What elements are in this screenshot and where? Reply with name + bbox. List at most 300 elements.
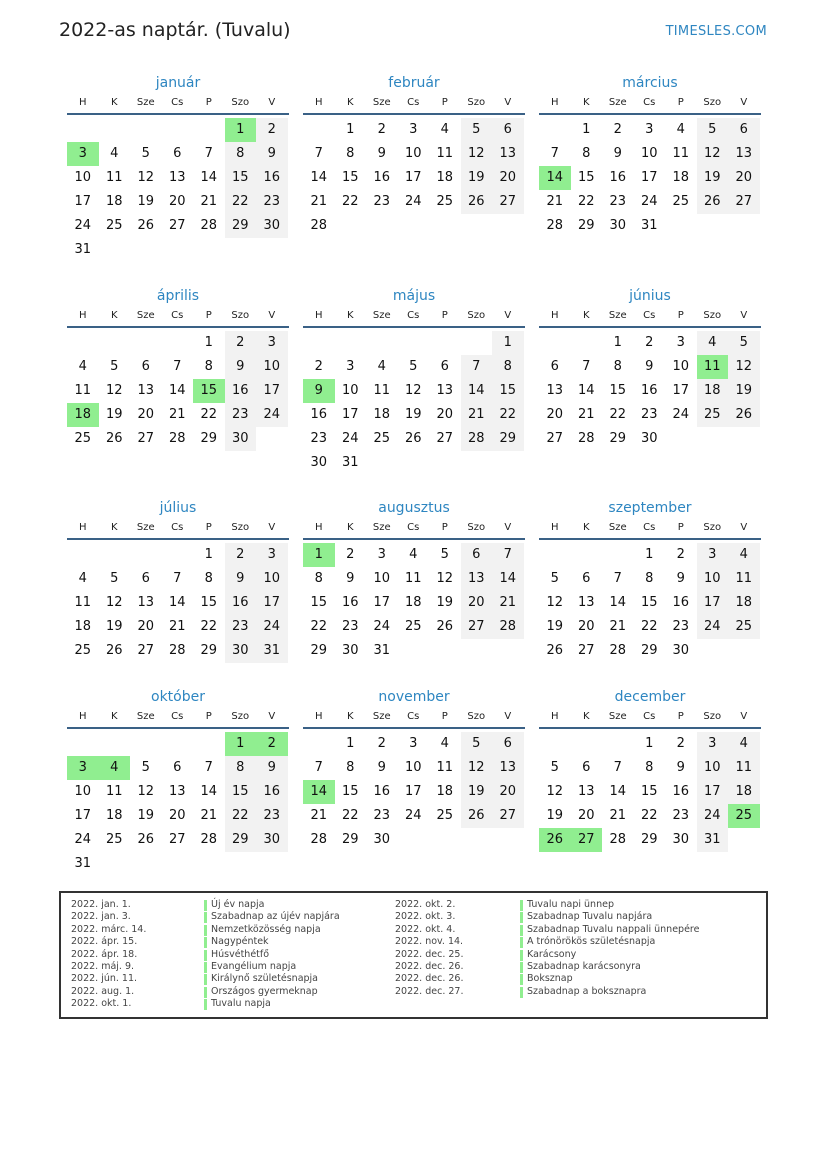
day-cell: 16: [256, 166, 288, 190]
day-cell: 20: [728, 166, 760, 190]
holiday-entry: [395, 911, 755, 923]
holiday-column-left: [71, 899, 391, 1011]
day-cell: 14: [310, 170, 328, 185]
weekday-label: V: [740, 310, 748, 321]
day-cell: 9: [256, 142, 288, 166]
day-cell: 8: [204, 571, 213, 586]
day-cell: 3: [697, 543, 729, 567]
day-cell: 19: [546, 808, 564, 823]
weekday-label: Sze: [608, 310, 627, 321]
day-cell: 4: [377, 359, 386, 374]
day-cell: 5: [461, 118, 493, 142]
day-cell: 30: [225, 427, 257, 451]
empty-day-cell: [539, 331, 571, 355]
weekday-label: V: [740, 97, 748, 108]
week-row: [67, 190, 289, 214]
empty-day-cell: [130, 543, 162, 567]
weekday-label: H: [314, 711, 323, 722]
day-cell: 30: [672, 643, 690, 658]
day-cell: 9: [645, 359, 654, 374]
weekday-label: Sze: [372, 310, 391, 321]
holiday-name: Boksznap: [527, 973, 573, 985]
day-cell: 19: [546, 619, 564, 634]
week-row: [539, 190, 761, 214]
empty-day-cell: [492, 214, 524, 238]
week-row: [67, 756, 289, 780]
day-cell: 27: [461, 615, 493, 639]
month-name: augusztus: [378, 500, 450, 516]
day-cell: 9: [377, 760, 386, 775]
weekday-label: Sze: [136, 97, 155, 108]
day-cell: 5: [141, 146, 150, 161]
day-cell: 14: [609, 784, 627, 799]
day-cell: 29: [225, 214, 257, 238]
day-cell: 23: [341, 619, 359, 634]
day-cell: 16: [672, 784, 690, 799]
day-cell: 11: [404, 571, 422, 586]
day-cell: 3: [409, 122, 418, 137]
day-cell: 9: [225, 567, 257, 591]
empty-day-cell: [665, 427, 697, 451]
day-cell: 1: [645, 547, 654, 562]
day-cell: 21: [310, 808, 328, 823]
day-cell: 2: [676, 547, 685, 562]
day-cell: 6: [141, 359, 150, 374]
day-cell: 28: [200, 218, 218, 233]
week-row: [303, 543, 525, 567]
day-cell: 24: [74, 832, 92, 847]
day-cell: 5: [550, 760, 559, 775]
holiday-day-cell: 15: [193, 379, 225, 403]
month-name: január: [155, 75, 201, 91]
day-cell: 28: [461, 427, 493, 451]
day-cell: 9: [256, 756, 288, 780]
day-cell: 3: [256, 331, 288, 355]
day-cell: 11: [436, 760, 454, 775]
month-name: július: [159, 500, 197, 516]
day-cell: 7: [492, 543, 524, 567]
day-cell: 9: [676, 571, 685, 586]
day-cell: 7: [613, 760, 622, 775]
day-cell: 28: [310, 218, 328, 233]
day-cell: 28: [168, 643, 186, 658]
day-cell: 1: [645, 736, 654, 751]
weekday-label: K: [110, 711, 118, 722]
holiday-entry: [71, 986, 391, 998]
day-cell: 16: [609, 170, 627, 185]
day-cell: 12: [728, 355, 760, 379]
day-cell: 6: [728, 118, 760, 142]
day-cell: 29: [492, 427, 524, 451]
day-cell: 1: [492, 331, 524, 355]
empty-day-cell: [398, 451, 430, 475]
holiday-entry: [71, 949, 391, 961]
week-row: [67, 214, 289, 238]
day-cell: 13: [577, 784, 595, 799]
week-row: [539, 591, 761, 615]
day-cell: 13: [137, 383, 155, 398]
weekday-label: V: [740, 522, 748, 533]
weekday-header: [539, 96, 761, 115]
day-cell: 7: [173, 571, 182, 586]
day-cell: 29: [225, 828, 257, 852]
day-cell: 20: [546, 407, 564, 422]
weekday-label: K: [110, 310, 118, 321]
day-cell: 12: [105, 595, 123, 610]
day-cell: 29: [341, 832, 359, 847]
holiday-date: 2022. dec. 27.: [395, 985, 464, 997]
day-cell: 6: [492, 118, 524, 142]
empty-day-cell: [130, 238, 162, 262]
week-row: [539, 403, 761, 427]
week-row: [67, 639, 289, 663]
day-cell: 12: [436, 571, 454, 586]
empty-day-cell: [130, 732, 162, 756]
holiday-day-cell: 11: [697, 355, 729, 379]
month-12: [539, 687, 761, 852]
day-cell: 20: [577, 619, 595, 634]
week-row: [539, 118, 761, 142]
day-cell: 11: [105, 170, 123, 185]
day-cell: 27: [577, 643, 595, 658]
day-cell: 2: [676, 736, 685, 751]
day-cell: 22: [640, 619, 658, 634]
holiday-name: Húsvéthétfő: [211, 948, 270, 960]
day-cell: 15: [225, 780, 257, 804]
empty-day-cell: [461, 331, 493, 355]
day-cell: 29: [577, 218, 595, 233]
day-cell: 7: [314, 146, 323, 161]
holiday-day-cell: 3: [67, 756, 99, 780]
site-link[interactable]: TIMESLES.COM: [665, 24, 767, 39]
day-cell: 20: [577, 808, 595, 823]
weekday-header: [303, 309, 525, 328]
holiday-date: 2022. okt. 3.: [395, 911, 456, 923]
day-cell: 18: [672, 170, 690, 185]
day-cell: 29: [200, 431, 218, 446]
day-cell: 31: [74, 856, 92, 871]
empty-day-cell: [162, 238, 194, 262]
day-cell: 18: [728, 780, 760, 804]
day-cell: 16: [225, 591, 257, 615]
holiday-name: Evangélium napja: [211, 960, 297, 972]
holiday-day-cell: 14: [303, 780, 335, 804]
day-cell: 5: [461, 732, 493, 756]
holiday-list: [59, 891, 768, 1019]
weekday-label: Cs: [643, 711, 656, 722]
empty-day-cell: [461, 828, 493, 852]
day-cell: 20: [492, 166, 524, 190]
day-cell: 4: [110, 146, 119, 161]
empty-day-cell: [99, 732, 131, 756]
week-row: [303, 639, 525, 663]
day-cell: 26: [546, 643, 564, 658]
holiday-date: 2022. dec. 26.: [395, 973, 464, 985]
day-cell: 14: [200, 170, 218, 185]
empty-day-cell: [225, 852, 257, 876]
day-cell: 6: [550, 359, 559, 374]
day-cell: 25: [373, 431, 391, 446]
day-cell: 26: [436, 619, 454, 634]
weekday-header: [539, 521, 761, 540]
day-cell: 18: [436, 784, 454, 799]
empty-day-cell: [728, 828, 760, 852]
week-row: [539, 756, 761, 780]
week-row: [67, 355, 289, 379]
holiday-name: Szabadnap az újév napjára: [211, 911, 340, 923]
day-cell: 29: [310, 643, 328, 658]
empty-day-cell: [67, 732, 99, 756]
month-name: december: [614, 689, 686, 705]
holiday-name: Karácsony: [527, 948, 577, 960]
day-cell: 28: [200, 832, 218, 847]
day-cell: 30: [256, 214, 288, 238]
weekday-label: Szo: [467, 310, 486, 321]
empty-day-cell: [99, 543, 131, 567]
day-cell: 23: [225, 615, 257, 639]
month-days: [67, 543, 289, 663]
month-name: április: [156, 288, 200, 304]
week-row: [67, 567, 289, 591]
day-cell: 22: [492, 403, 524, 427]
holiday-day-cell: 3: [67, 142, 99, 166]
week-row: [539, 166, 761, 190]
holiday-date: 2022. dec. 26.: [395, 960, 464, 972]
day-cell: 2: [645, 335, 654, 350]
empty-day-cell: [539, 543, 571, 567]
month-7: [67, 498, 289, 663]
day-cell: 14: [492, 567, 524, 591]
day-cell: 3: [645, 122, 654, 137]
day-cell: 24: [373, 619, 391, 634]
day-cell: 24: [640, 194, 658, 209]
day-cell: 10: [640, 146, 658, 161]
day-cell: 13: [728, 142, 760, 166]
day-cell: 13: [168, 170, 186, 185]
holiday-marker: [520, 937, 523, 948]
holiday-name: Országos gyermeknap: [211, 985, 318, 997]
day-cell: 28: [546, 218, 564, 233]
day-cell: 20: [168, 808, 186, 823]
day-cell: 16: [341, 595, 359, 610]
day-cell: 26: [137, 832, 155, 847]
day-cell: 31: [256, 639, 288, 663]
day-cell: 1: [346, 122, 355, 137]
day-cell: 22: [609, 407, 627, 422]
holiday-name: Királynő születésnapja: [211, 973, 319, 985]
day-cell: 23: [672, 619, 690, 634]
empty-day-cell: [492, 451, 524, 475]
month-days: [67, 732, 289, 876]
day-cell: 3: [256, 543, 288, 567]
week-row: [303, 379, 525, 403]
holiday-entry: [71, 936, 391, 948]
day-cell: 12: [697, 142, 729, 166]
weekday-label: Cs: [171, 522, 184, 533]
day-cell: 17: [256, 591, 288, 615]
holiday-marker: [520, 925, 523, 936]
empty-day-cell: [429, 828, 461, 852]
day-cell: 23: [373, 808, 391, 823]
day-cell: 23: [373, 194, 391, 209]
day-cell: 27: [436, 431, 454, 446]
day-cell: 31: [373, 643, 391, 658]
day-cell: 14: [461, 379, 493, 403]
week-row: [67, 331, 289, 355]
weekday-header: [67, 96, 289, 115]
weekday-header: [67, 309, 289, 328]
day-cell: 7: [204, 760, 213, 775]
week-row: [539, 567, 761, 591]
empty-day-cell: [429, 639, 461, 663]
day-cell: 10: [404, 146, 422, 161]
month-11: [303, 687, 525, 852]
day-cell: 16: [256, 780, 288, 804]
day-cell: 6: [173, 146, 182, 161]
weekday-label: Sze: [372, 522, 391, 533]
day-cell: 8: [225, 142, 257, 166]
day-cell: 8: [314, 571, 323, 586]
week-row: [303, 780, 525, 804]
day-cell: 26: [404, 431, 422, 446]
day-cell: 6: [492, 732, 524, 756]
day-cell: 21: [168, 619, 186, 634]
week-row: [67, 804, 289, 828]
day-cell: 12: [461, 756, 493, 780]
day-cell: 24: [256, 615, 288, 639]
empty-day-cell: [162, 543, 194, 567]
week-row: [67, 732, 289, 756]
holiday-entry: [395, 961, 755, 973]
day-cell: 22: [341, 194, 359, 209]
weekday-label: Sze: [372, 97, 391, 108]
day-cell: 28: [609, 832, 627, 847]
empty-day-cell: [225, 238, 257, 262]
weekday-label: V: [504, 310, 512, 321]
weekday-label: H: [314, 310, 323, 321]
day-cell: 24: [672, 407, 690, 422]
day-cell: 24: [74, 218, 92, 233]
day-cell: 19: [461, 166, 493, 190]
day-cell: 10: [697, 756, 729, 780]
week-row: [67, 379, 289, 403]
day-cell: 18: [728, 591, 760, 615]
day-cell: 10: [672, 359, 690, 374]
week-row: [303, 118, 525, 142]
holiday-date: 2022. ápr. 15.: [71, 936, 138, 948]
holiday-marker: [520, 987, 523, 998]
day-cell: 5: [110, 571, 119, 586]
week-row: [539, 379, 761, 403]
day-cell: 9: [225, 355, 257, 379]
week-row: [303, 142, 525, 166]
weekday-label: Cs: [171, 310, 184, 321]
day-cell: 14: [200, 784, 218, 799]
day-cell: 19: [137, 194, 155, 209]
weekday-label: H: [314, 97, 323, 108]
day-cell: 20: [492, 780, 524, 804]
weekday-label: H: [78, 711, 87, 722]
day-cell: 11: [74, 595, 92, 610]
month-6: [539, 286, 761, 451]
month-1: [67, 73, 289, 262]
day-cell: 20: [137, 619, 155, 634]
day-cell: 8: [346, 146, 355, 161]
weekday-label: P: [677, 310, 684, 321]
weekday-label: Szo: [231, 97, 250, 108]
day-cell: 28: [168, 431, 186, 446]
day-cell: 19: [137, 808, 155, 823]
day-cell: 28: [609, 643, 627, 658]
day-cell: 27: [492, 804, 524, 828]
weekday-label: Sze: [136, 310, 155, 321]
day-cell: 27: [546, 431, 564, 446]
week-row: [303, 166, 525, 190]
day-cell: 15: [341, 784, 359, 799]
day-cell: 22: [200, 407, 218, 422]
week-row: [67, 427, 289, 451]
empty-day-cell: [492, 639, 524, 663]
weekday-label: Cs: [643, 97, 656, 108]
empty-day-cell: [162, 331, 194, 355]
weekday-label: Cs: [171, 711, 184, 722]
day-cell: 9: [346, 571, 355, 586]
day-cell: 13: [577, 595, 595, 610]
day-cell: 2: [346, 547, 355, 562]
day-cell: 25: [436, 194, 454, 209]
day-cell: 17: [672, 383, 690, 398]
week-row: [67, 403, 289, 427]
holiday-marker: [520, 962, 523, 973]
weekday-label: V: [504, 97, 512, 108]
day-cell: 18: [105, 194, 123, 209]
day-cell: 19: [404, 407, 422, 422]
empty-day-cell: [398, 331, 430, 355]
holiday-marker: [204, 925, 207, 936]
day-cell: 5: [141, 760, 150, 775]
week-row: [67, 828, 289, 852]
day-cell: 7: [550, 146, 559, 161]
month-days: [539, 118, 761, 238]
holiday-name: Tuvalu napja: [211, 998, 271, 1010]
weekday-label: Szo: [467, 97, 486, 108]
empty-day-cell: [366, 451, 398, 475]
holiday-entry: [395, 986, 755, 998]
weekday-label: V: [740, 711, 748, 722]
empty-day-cell: [571, 543, 603, 567]
holiday-date: 2022. aug. 1.: [71, 985, 135, 997]
day-cell: 14: [168, 383, 186, 398]
day-cell: 21: [200, 808, 218, 823]
week-row: [67, 543, 289, 567]
weekday-label: H: [550, 310, 559, 321]
month-name: november: [378, 689, 450, 705]
week-row: [539, 331, 761, 355]
day-cell: 15: [492, 379, 524, 403]
month-name: június: [629, 288, 671, 304]
empty-day-cell: [303, 331, 335, 355]
week-row: [303, 451, 525, 475]
day-cell: 15: [225, 166, 257, 190]
empty-day-cell: [571, 732, 603, 756]
holiday-day-cell: 1: [225, 732, 257, 756]
day-cell: 25: [672, 194, 690, 209]
empty-day-cell: [366, 214, 398, 238]
weekday-label: P: [441, 97, 448, 108]
day-cell: 11: [436, 146, 454, 161]
month-days: [539, 732, 761, 852]
month-days: [539, 543, 761, 663]
